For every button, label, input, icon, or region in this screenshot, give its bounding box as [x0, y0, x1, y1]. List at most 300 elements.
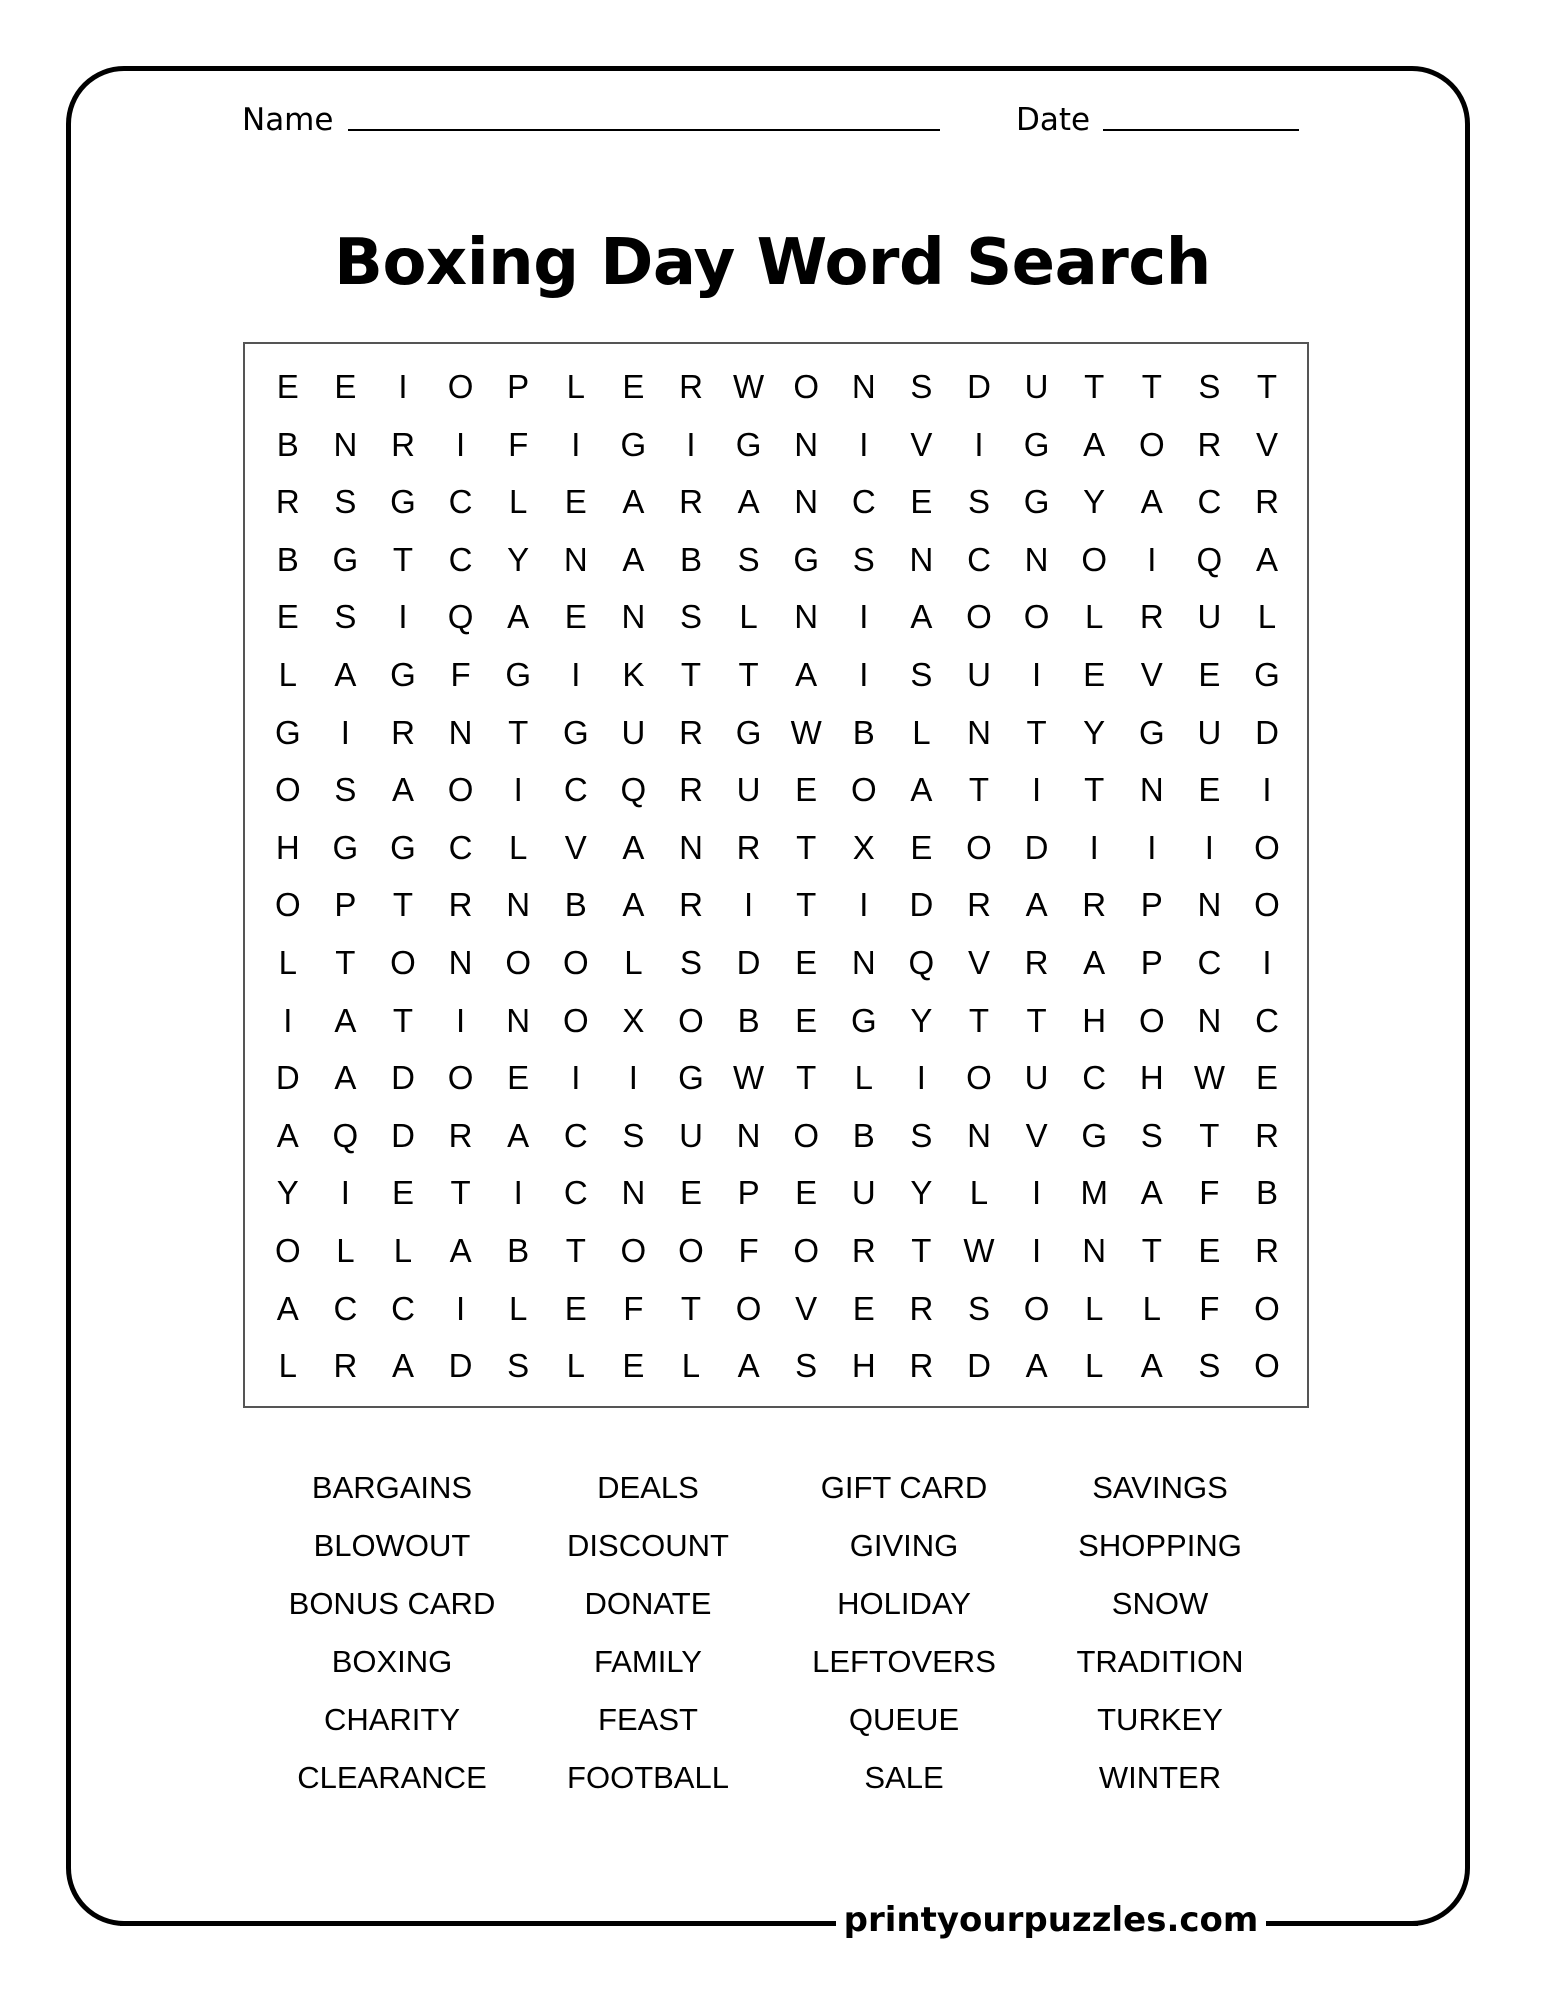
grid-letter: Y: [507, 540, 530, 578]
grid-letter: N: [333, 425, 358, 463]
grid-row: [245, 761, 1307, 819]
grid-letter: O: [966, 598, 992, 636]
grid-letter: O: [1254, 828, 1280, 866]
grid-letter: C: [563, 1174, 588, 1212]
grid-letter: E: [795, 771, 818, 809]
grid-letter: G: [1254, 656, 1280, 693]
grid-letter: O: [1081, 540, 1108, 578]
grid-row: [245, 992, 1307, 1050]
grid-letter: G: [1138, 713, 1165, 751]
grid-letter: N: [909, 540, 934, 578]
grid-letter: G: [274, 713, 301, 751]
grid-letter: L: [1085, 1289, 1104, 1327]
grid-letter: R: [909, 1289, 934, 1327]
grid-letter: G: [1023, 425, 1050, 463]
grid-letter: N: [851, 368, 876, 405]
grid-letter: H: [1082, 1001, 1107, 1039]
grid-letter: I: [859, 598, 869, 636]
grid-letter: E: [679, 1174, 702, 1212]
grid-letter: E: [622, 368, 645, 405]
grid-letter: T: [911, 1232, 932, 1269]
grid-letter: T: [796, 1059, 817, 1097]
grid-letter: A: [622, 483, 645, 521]
grid-letter: O: [274, 886, 301, 924]
grid-letter: P: [1140, 944, 1163, 981]
grid-letter: Y: [1083, 713, 1106, 751]
grid-letter: L: [336, 1232, 355, 1269]
word-list-item: CLEARANCE: [297, 1760, 487, 1795]
grid-letter: T: [450, 1174, 471, 1212]
grid-letter: P: [737, 1174, 760, 1212]
grid-letter: A: [1083, 425, 1106, 463]
grid-letter: E: [1083, 656, 1106, 693]
grid-row: [245, 819, 1307, 877]
grid-letter: E: [795, 944, 818, 981]
grid-letter: D: [391, 1116, 415, 1154]
grid-letter: I: [1032, 1174, 1042, 1212]
grid-letter: L: [912, 713, 931, 751]
grid-letter: B: [1255, 1174, 1278, 1212]
word-list-item: BARGAINS: [311, 1470, 473, 1505]
grid-letter: W: [733, 1059, 765, 1097]
grid-letter: L: [566, 368, 585, 405]
grid-letter: T: [680, 656, 702, 693]
grid-letter: N: [1197, 886, 1222, 924]
grid-letter: S: [334, 483, 357, 521]
grid-letter: R: [679, 368, 703, 405]
grid-letter: G: [390, 828, 416, 866]
grid-letter: H: [275, 828, 300, 866]
grid-letter: T: [796, 886, 817, 924]
grid-letter: A: [334, 656, 357, 693]
grid-letter: I: [1147, 540, 1157, 578]
grid-letter: I: [859, 886, 869, 924]
grid-letter: I: [1262, 944, 1272, 981]
page-title: Boxing Day Word Search: [334, 226, 1211, 300]
grid-letter: T: [738, 656, 759, 693]
grid-letter: S: [852, 540, 875, 578]
grid-letter: I: [340, 713, 350, 751]
grid-letter: N: [794, 425, 819, 463]
word-list-item: TRADITION: [1076, 1644, 1244, 1679]
word-list-item: SAVINGS: [1092, 1470, 1228, 1505]
grid-letter: R: [391, 713, 415, 751]
grid-letter: N: [794, 598, 819, 636]
grid-letter: I: [456, 1289, 466, 1327]
grid-letter: W: [1193, 1059, 1225, 1097]
grid-letter: O: [274, 1232, 301, 1269]
grid-letter: N: [1197, 1001, 1222, 1039]
grid-letter: L: [278, 1347, 297, 1385]
grid-letter: T: [968, 1001, 990, 1039]
grid-letter: B: [852, 713, 875, 751]
grid-letter: U: [736, 771, 761, 809]
grid-letter: S: [910, 656, 933, 693]
grid-letter: R: [967, 886, 991, 924]
grid-letter: O: [1138, 425, 1165, 463]
grid-letter: G: [793, 540, 820, 578]
grid-letter: I: [571, 425, 581, 463]
grid-letter: I: [859, 425, 869, 463]
grid-letter: P: [507, 368, 530, 405]
grid-row: [245, 1222, 1307, 1280]
grid-letter: B: [852, 1116, 875, 1154]
grid-letter: V: [1025, 1116, 1048, 1154]
grid-letter: G: [390, 483, 416, 521]
grid-letter: Y: [910, 1001, 933, 1039]
grid-letter: F: [508, 425, 529, 463]
grid-letter: O: [562, 944, 589, 981]
grid-letter: F: [623, 1289, 644, 1327]
grid-letter: D: [967, 368, 991, 405]
grid-letter: Q: [620, 771, 647, 809]
grid-letter: W: [733, 368, 765, 405]
grid-row: [245, 1107, 1307, 1165]
grid-letter: A: [334, 1059, 357, 1097]
grid-letter: A: [1140, 1347, 1163, 1385]
grid-letter: T: [565, 1232, 586, 1269]
footer-site: printyourpuzzles.com: [836, 1896, 1266, 1944]
grid-letter: U: [1024, 1059, 1049, 1097]
grid-letter: A: [391, 1347, 414, 1385]
grid-letter: A: [391, 771, 414, 809]
word-list-item: SNOW: [1111, 1586, 1209, 1621]
grid-letter: I: [1032, 771, 1042, 809]
grid-letter: O: [850, 771, 877, 809]
grid-letter: S: [967, 1289, 990, 1327]
grid-letter: N: [448, 944, 473, 981]
grid-letter: E: [507, 1059, 530, 1097]
grid-letter: L: [509, 828, 528, 866]
grid-letter: C: [967, 540, 991, 578]
grid-letter: O: [1254, 1289, 1280, 1327]
word-list-item: GIFT CARD: [820, 1470, 988, 1505]
grid-letter: N: [967, 713, 991, 751]
grid-row: [245, 1049, 1307, 1107]
grid-letter: D: [909, 886, 934, 924]
grid-letter: A: [1025, 886, 1048, 924]
grid-letter: Y: [1083, 483, 1106, 521]
word-list-item: TURKEY: [1097, 1702, 1223, 1737]
grid-letter: A: [1140, 1174, 1163, 1212]
grid-letter: V: [967, 944, 990, 981]
word-list-item: BONUS CARD: [288, 1586, 496, 1621]
grid-letter: I: [513, 771, 523, 809]
grid-row: [245, 473, 1307, 531]
grid-letter: O: [562, 1001, 589, 1039]
grid-letter: T: [1026, 713, 1047, 751]
grid-letter: E: [1198, 1232, 1221, 1269]
grid-letter: D: [275, 1059, 300, 1097]
grid-letter: B: [679, 540, 702, 578]
grid-letter: R: [1197, 425, 1222, 463]
grid-letter: O: [447, 1059, 474, 1097]
grid-letter: N: [679, 828, 703, 866]
grid-letter: R: [333, 1347, 358, 1385]
grid-letter: B: [276, 540, 299, 578]
grid-letter: I: [686, 425, 696, 463]
grid-row: [245, 1280, 1307, 1338]
grid-letter: T: [1141, 368, 1162, 405]
word-list-item: GIVING: [849, 1528, 959, 1563]
word-list-item: FEAST: [598, 1702, 698, 1737]
grid-letter: A: [276, 1289, 299, 1327]
grid-letter: A: [795, 656, 818, 693]
grid-letter: R: [1024, 944, 1049, 981]
grid-letter: L: [854, 1059, 873, 1097]
grid-letter: T: [1256, 368, 1278, 405]
grid-letter: S: [910, 368, 933, 405]
grid-letter: L: [1142, 1289, 1161, 1327]
grid-letter: I: [283, 1001, 293, 1039]
grid-letter: R: [679, 771, 703, 809]
word-list-item: QUEUE: [848, 1702, 960, 1737]
grid-letter: I: [340, 1174, 350, 1212]
grid-letter: H: [1139, 1059, 1164, 1097]
grid-letter: R: [851, 1232, 876, 1269]
word-list-item: BOXING: [331, 1644, 453, 1679]
grid-letter: R: [909, 1347, 934, 1385]
grid-letter: O: [620, 1232, 647, 1269]
word-list-item: FOOTBALL: [567, 1760, 729, 1795]
grid-letter: T: [1084, 771, 1105, 809]
grid-letter: O: [447, 368, 474, 405]
grid-letter: R: [1082, 886, 1107, 924]
grid-letter: T: [1141, 1232, 1162, 1269]
grid-letter: I: [1147, 828, 1157, 866]
grid-row: [245, 876, 1307, 934]
grid-letter: L: [509, 1289, 528, 1327]
grid-letter: N: [851, 944, 876, 981]
grid-letter: I: [628, 1059, 638, 1097]
grid-letter: C: [1197, 944, 1222, 981]
grid-letter: N: [1024, 540, 1049, 578]
grid-letter: I: [571, 1059, 581, 1097]
grid-letter: S: [334, 771, 357, 809]
grid-row: [245, 358, 1307, 416]
grid-letter: A: [737, 1347, 760, 1385]
grid-letter: G: [735, 713, 762, 751]
grid-letter: O: [793, 368, 820, 405]
date-label: Date: [1016, 102, 1091, 138]
grid-letter: C: [333, 1289, 358, 1327]
grid-letter: E: [622, 1347, 645, 1385]
grid-letter: F: [1199, 1289, 1220, 1327]
footer-rule-right: [1266, 1921, 1418, 1926]
grid-letter: E: [1255, 1059, 1278, 1097]
grid-letter: E: [564, 598, 587, 636]
grid-letter: Q: [908, 944, 935, 981]
grid-letter: K: [622, 656, 645, 693]
grid-letter: C: [1255, 1001, 1279, 1039]
grid-letter: C: [1197, 483, 1222, 521]
grid-letter: T: [1199, 1116, 1220, 1154]
grid-letter: C: [391, 1289, 415, 1327]
name-label: Name: [242, 102, 334, 138]
grid-letter: U: [967, 656, 991, 693]
grid-letter: O: [678, 1001, 704, 1039]
grid-letter: S: [679, 944, 702, 981]
grid-letter: R: [391, 425, 415, 463]
grid-letter: L: [624, 944, 643, 981]
grid-letter: L: [393, 1232, 413, 1269]
grid-letter: I: [456, 425, 466, 463]
grid-letter: O: [793, 1232, 820, 1269]
grid-letter: T: [392, 886, 414, 924]
grid-letter: B: [737, 1001, 760, 1039]
grid-row: [245, 588, 1307, 646]
grid-letter: O: [1254, 886, 1280, 924]
grid-letter: S: [622, 1116, 645, 1154]
grid-letter: E: [334, 368, 357, 405]
grid-letter: C: [563, 771, 588, 809]
grid-letter: W: [790, 713, 822, 751]
grid-letter: T: [392, 1001, 414, 1039]
grid-letter: S: [967, 483, 990, 521]
grid-letter: A: [1140, 483, 1163, 521]
word-list-item: DONATE: [584, 1586, 712, 1621]
grid-letter: S: [679, 598, 702, 636]
grid-letter: D: [1024, 828, 1049, 866]
grid-letter: D: [1255, 713, 1279, 751]
word-list-item: WINTER: [1098, 1760, 1222, 1795]
grid-letter: D: [448, 1347, 473, 1385]
grid-row: [245, 934, 1307, 992]
grid-row: [245, 646, 1307, 704]
grid-letter: I: [859, 656, 869, 693]
grid-letter: T: [335, 944, 356, 981]
grid-row: [245, 416, 1307, 474]
grid-letter: N: [563, 540, 588, 578]
grid-letter: R: [1255, 483, 1279, 521]
grid-letter: T: [1026, 1001, 1047, 1039]
word-list-item: SHOPPING: [1078, 1528, 1242, 1563]
grid-letter: R: [679, 483, 703, 521]
grid-letter: R: [1255, 1116, 1279, 1154]
grid-row: [245, 1164, 1307, 1222]
grid-letter: O: [1023, 1289, 1050, 1327]
grid-letter: O: [735, 1289, 762, 1327]
word-list-item: DEALS: [597, 1470, 699, 1505]
grid-letter: V: [564, 828, 587, 866]
grid-letter: N: [506, 886, 531, 924]
grid-letter: I: [398, 368, 408, 405]
grid-letter: T: [508, 713, 529, 751]
grid-letter: S: [1198, 368, 1221, 405]
grid-letter: O: [390, 944, 416, 981]
grid-letter: F: [450, 656, 471, 693]
grid-letter: L: [1085, 1347, 1104, 1385]
grid-letter: U: [679, 1116, 703, 1154]
grid-letter: O: [274, 771, 301, 809]
grid-letter: U: [851, 1174, 876, 1212]
grid-letter: O: [505, 944, 532, 981]
grid-letter: U: [621, 713, 646, 751]
grid-letter: L: [1257, 598, 1277, 636]
grid-letter: G: [1023, 483, 1050, 521]
grid-letter: V: [795, 1289, 818, 1327]
grid-letter: V: [1255, 425, 1278, 463]
grid-letter: O: [1023, 598, 1050, 636]
grid-letter: R: [1255, 1232, 1279, 1269]
grid-letter: Q: [332, 1116, 359, 1154]
grid-letter: A: [449, 1232, 472, 1269]
grid-letter: N: [794, 483, 819, 521]
grid-letter: L: [969, 1174, 989, 1212]
grid-letter: A: [910, 771, 933, 809]
grid-letter: G: [735, 425, 762, 463]
grid-letter: N: [1082, 1232, 1107, 1269]
grid-letter: N: [967, 1116, 991, 1154]
name-field[interactable]: [348, 129, 940, 131]
grid-letter: S: [910, 1116, 933, 1154]
grid-letter: X: [852, 828, 875, 866]
word-list-item: HOLIDAY: [837, 1586, 971, 1621]
grid-letter: P: [1140, 886, 1163, 924]
word-list-item: DISCOUNT: [567, 1528, 729, 1563]
grid-letter: A: [622, 540, 645, 578]
grid-letter: X: [622, 1001, 645, 1039]
grid-letter: I: [513, 1174, 523, 1212]
grid-letter: E: [391, 1174, 414, 1212]
date-field[interactable]: [1103, 129, 1299, 131]
grid-letter: C: [1082, 1059, 1107, 1097]
grid-letter: A: [1025, 1347, 1048, 1385]
grid-letter: L: [566, 1347, 585, 1385]
grid-letter: L: [278, 656, 297, 693]
grid-letter: O: [793, 1116, 820, 1154]
grid-letter: B: [564, 886, 587, 924]
grid-row: [245, 1337, 1307, 1395]
grid-letter: I: [1089, 828, 1099, 866]
grid-letter: P: [334, 886, 357, 924]
grid-letter: A: [507, 1116, 530, 1154]
grid-letter: R: [679, 886, 703, 924]
grid-row: [245, 531, 1307, 589]
grid-letter: U: [1197, 598, 1222, 636]
grid-letter: O: [966, 828, 992, 866]
grid-letter: L: [1085, 598, 1104, 636]
grid-letter: E: [564, 1289, 587, 1327]
grid-letter: G: [678, 1059, 704, 1097]
grid-letter: S: [737, 540, 760, 578]
grid-letter: Y: [276, 1174, 299, 1212]
grid-letter: I: [398, 598, 408, 636]
grid-letter: T: [392, 540, 414, 578]
grid-letter: I: [1032, 656, 1042, 693]
grid-letter: R: [679, 713, 703, 751]
grid-letter: C: [448, 540, 473, 578]
grid-letter: N: [621, 1174, 646, 1212]
word-list-item: FAMILY: [594, 1644, 702, 1679]
grid-letter: I: [1032, 1232, 1042, 1269]
grid-letter: A: [910, 598, 933, 636]
grid-letter: A: [622, 886, 645, 924]
word-list-item: BLOWOUT: [313, 1528, 471, 1563]
grid-letter: G: [850, 1001, 877, 1039]
grid-letter: C: [851, 483, 876, 521]
grid-letter: L: [509, 483, 528, 521]
grid-letter: R: [448, 1116, 473, 1154]
grid-letter: U: [1024, 368, 1049, 405]
grid-letter: T: [1084, 368, 1105, 405]
letter-grid-cells: [245, 344, 1307, 1406]
grid-letter: G: [390, 656, 416, 693]
grid-letter: D: [736, 944, 761, 981]
grid-letter: E: [795, 1001, 818, 1039]
grid-letter: N: [1139, 771, 1164, 809]
footer-rule-left: [120, 1921, 836, 1926]
